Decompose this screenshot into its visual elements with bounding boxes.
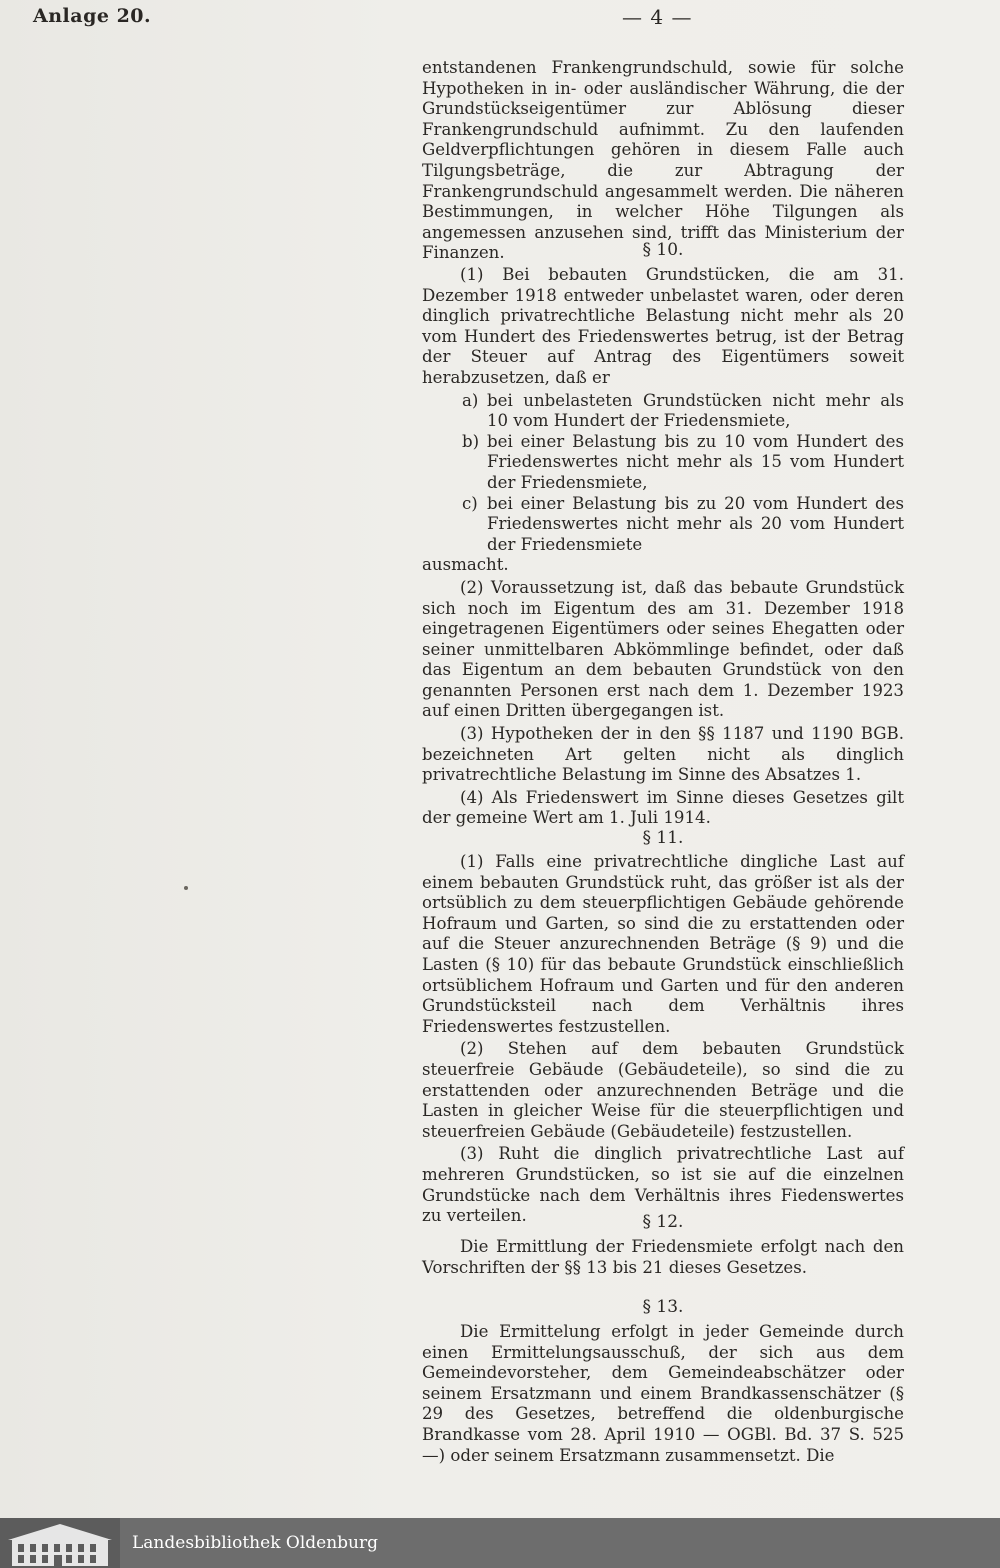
section-12-heading: § 12. bbox=[642, 1212, 684, 1232]
s10-item-b: b) bei einer Belastung bis zu 10 vom Hundert des Friedenswertes nicht mehr als 15 vom Hundert der Friedensmiete, bbox=[462, 431, 904, 492]
s10-paragraph-4: (4) Als Friedenswert im Sinne dieses Gesetzes gilt der gemeine Wert am 1. Juli 1914. bbox=[422, 787, 904, 828]
page-number: — 4 — bbox=[622, 5, 693, 29]
intro-paragraph: entstandenen Frankengrundschuld, sowie für solche Hypotheken in in- oder ausländischer Währung, die der Grundstückseigentümer zur Ablösung dieser Frankengrundschuld aufnimmt. Zu den laufenden Geldverpflichtungen gehören in diesem Falle auch Tilgungsbeträge, die zur Abtragung der Frankengrundschuld angesammelt werden. Die näheren Bestimmungen, in welcher Höhe Tilgungen als angemessen anzusehen sind, trifft das Ministerium der Finanzen. bbox=[422, 58, 904, 263]
s12-paragraph-1: Die Ermittlung der Friedensmiete erfolgt nach den Vorschriften der §§ 13 bis 21 dieses Gesetzes. bbox=[422, 1237, 904, 1277]
s11-paragraph-3: (3) Ruht die dinglich privatrechtliche Last auf mehreren Grundstücken, so ist sie auf die einzelnen Grundstücke nach dem Verhältnis ihres Fiedenswertes zu verteilen. bbox=[422, 1144, 904, 1226]
section-12 bbox=[422, 1237, 904, 1280]
s10-item-a: a) bei unbelasteten Grundstücken nicht mehr als 10 vom Hundert der Friedensmiete, bbox=[462, 390, 904, 431]
annex-label: Anlage 20. bbox=[33, 5, 152, 27]
s10-list bbox=[422, 391, 904, 556]
section-13-heading: § 13. bbox=[642, 1297, 684, 1317]
library-name: Landesbibliothek Oldenburg bbox=[132, 1533, 379, 1553]
section-11-heading: § 11. bbox=[642, 828, 684, 848]
library-building-icon bbox=[0, 1518, 120, 1568]
s11-paragraph-2: (2) Stehen auf dem bebauten Grundstück steuerfreie Gebäude (Gebäudeteile), so sind die zu erstattenden oder anzurechnenden Beträge und die Lasten in gleicher Weise für die steuerpflichtigen und steuerfreien Gebäude (Gebäudeteile) festzustellen. bbox=[422, 1039, 904, 1141]
paper-speck bbox=[184, 886, 188, 890]
s10-paragraph-2: (2) Voraussetzung ist, daß das bebaute Grundstück sich noch im Eigentum des am 31. Dezember 1918 eingetragenen Eigentümers oder seines Ehegatten oder seiner unmittelbaren Abkömmlinge befindet, oder daß das Eigentum an dem bebauten Grundstück von den genannten Personen erst nach dem 1. Dezember 1923 auf einen Dritten übergegangen ist. bbox=[422, 577, 904, 721]
s11-paragraph-1: (1) Falls eine privatrechtliche dingliche Last auf einem bebauten Grundstück ruht, das größer ist als der ortsüblich zu dem steuerpflichtigen Gebäude gehörende Hofraum und Garten, so sind die zu erstattenden oder auf die Steuer anzurechnenden Beträge (§ 9) und die Lasten (§ 10) für das bebaute Grundstück einschließlich ortsüblichem Hofraum und Garten und für den anderen Grundstücksteil nach dem Verhältnis ihres Friedenswertes festzustellen. bbox=[422, 852, 904, 1036]
intro-block bbox=[422, 58, 904, 266]
s10-paragraph-1: (1) Bei bebauten Grundstücken, die am 31. Dezember 1918 entweder unbelastet waren, oder deren dinglich privatrechtliche Belastung nicht mehr als 20 vom Hundert des Friedenswertes betrug, ist der Betrag der Steuer auf Antrag des Eigentümers soweit herabzusetzen, daß er bbox=[422, 265, 904, 387]
section-11 bbox=[422, 852, 904, 1229]
s10-paragraph-3: (3) Hypotheken der in den §§ 1187 und 1190 BGB. bezeichneten Art gelten nicht als dinglich privatrechtliche Belastung im Sinne des Absatzes 1. bbox=[422, 724, 904, 785]
section-10-heading: § 10. bbox=[642, 240, 684, 260]
s10-item-c: c) bei einer Belastung bis zu 20 vom Hundert des Friedenswertes nicht mehr als 20 vom Hundert der Friedensmiete bbox=[462, 493, 904, 554]
s13-paragraph-1: Die Ermittelung erfolgt in jeder Gemeinde durch einen Ermittelungsausschuß, der sich aus dem Gemeindevorsteher, dem Gemeindeabschätzer oder seinem Ersatzmann und einem Brandkassenschätzer (§ 29 des Gesetzes, betreffend die oldenburgische Brandkasse vom 28. April 1910 — OGBl. Bd. 37 S. 525 —) oder seinem Ersatzmann zusammensetzt. Die bbox=[422, 1322, 904, 1465]
section-13 bbox=[422, 1322, 904, 1468]
section-10 bbox=[422, 265, 904, 831]
s10-tail: ausmacht. bbox=[422, 555, 509, 575]
library-footer-bar bbox=[0, 1518, 1000, 1568]
